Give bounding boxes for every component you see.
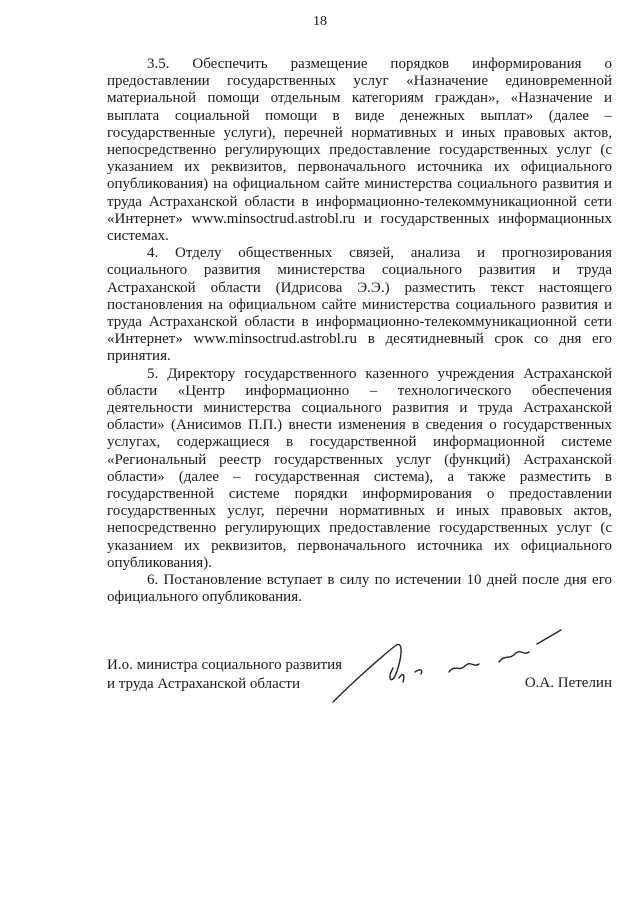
signatory-name: О.А. Петелин [524,675,612,691]
paragraph-4: 4. Отделу общественных связей, анализа и прогнозирования социального развития министерства социального развития и труда Астраханской области (Идрисова Э.Э.) разместить текст настоящего постановления на официальном сайте министерства социального развития и труда Астраханской области в информационно-телекоммуникационной сети «Интернет» www.minsoctrud.astrobl.ru в десятидневный срок со дня его принятия. [107,245,612,365]
document-body [107,56,612,607]
paragraph-3-5: 3.5. Обеспечить размещение порядков информирования о предоставлении государственных услуг «Назначение единовременной материальной помощи отдельным категориям граждан», «Назначение и выплата социальной помощи в виде денежных выплат» (далее – государственные услуги), перечней нормативных и иных правовых актов, непосредственно регулирующих предоставление государственных услуг (с указанием их реквизитов, первоначального источника их официального опубликования) на официальном сайте министерства социального развития и труда Астраханской области в информационно-телекоммуникационной сети «Интернет» www.minsoctrud.astrobl.ru и государственных информационных системах. [107,56,612,245]
page-number: 18 [313,14,327,29]
paragraph-5: 5. Директору государственного казенного учреждения Астраханской области «Центр информационно – технологического обеспечения деятельности министерства социального развития и труда Астраханской области» (Анисимов П.П.) внести изменения в сведения о государственных услугах, содержащиеся в государственной информационной системе «Региональный реестр государственных услуг (функций) Астраханской области» (далее – государственная система), а также разместить в государственной системе порядки информирования о предоставлении государственных услуг, перечни нормативных и иных правовых актов, непосредственно регулирующих предоставление государственных услуг (с указанием их реквизитов, первоначального источника их официального опубликования). [107,365,612,571]
signatory-position-line-1: И.о. министра социального развития [107,657,343,673]
paragraph-6: 6. Постановление вступает в силу по истечении 10 дней после дня его официального опубликования. [107,572,612,606]
signatory-position-line-2: и труда Астраханской области [107,676,301,692]
handwritten-signature [325,618,575,708]
signatory-position [107,656,342,694]
